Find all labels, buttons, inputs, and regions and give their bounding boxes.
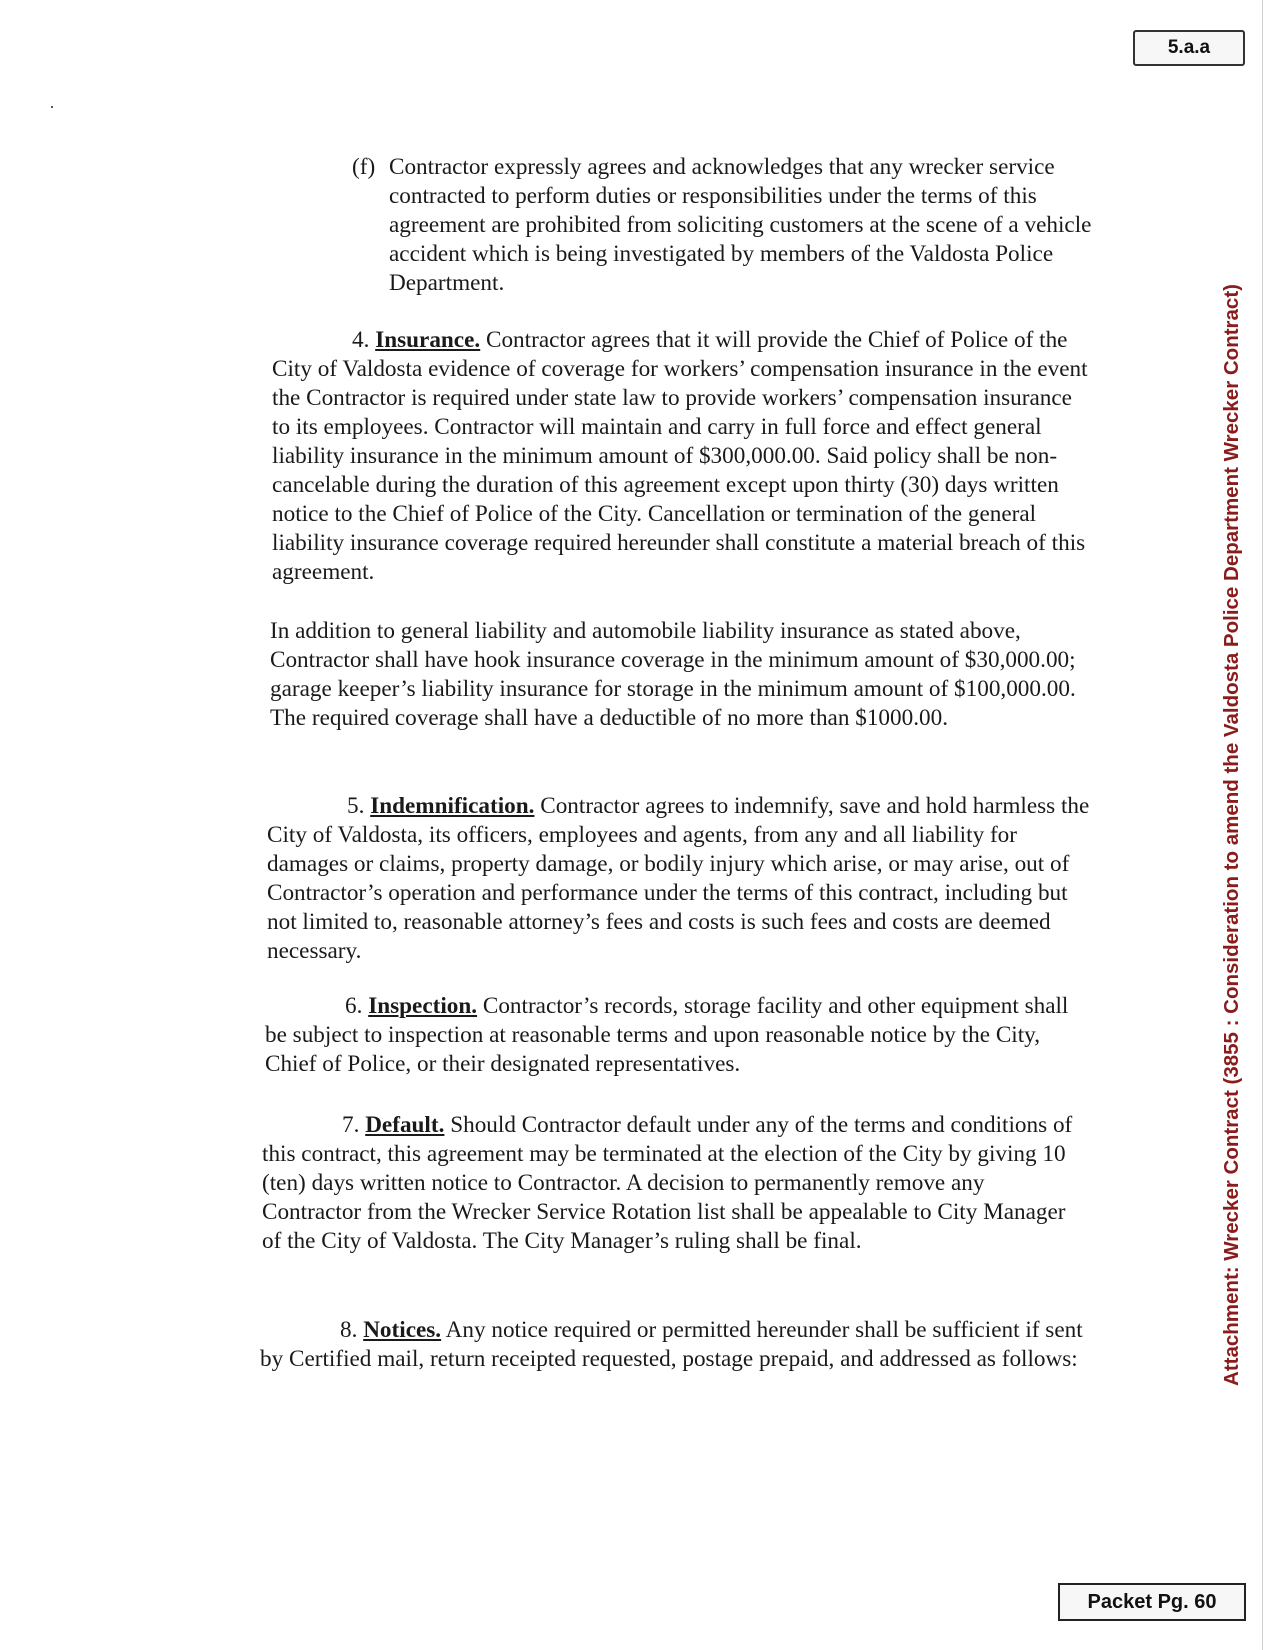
attachment-sidebar-label: Attachment: Wrecker Contract (3855 : Consideration to amend the Valdosta Police Department Wrecker Contract)	[1220, 284, 1243, 1386]
agenda-tag: 5.a.a	[1167, 37, 1211, 58]
section-notices	[260, 1316, 1085, 1374]
section-notices-number: 8.	[340, 1317, 358, 1343]
section-inspection-heading: Inspection.	[368, 993, 478, 1019]
paragraph-f-label: (f)	[352, 154, 376, 180]
section-insurance-additional-text: In addition to general liability and automobile liability insurance as stated above, Contractor shall have hook insurance coverage in the minimum amount of $30,000.00; garage keeper’s liability insurance for storage in the minimum amount of $100,000.00. The required coverage shall have a deductible of no more than $1000.00.	[270, 618, 1076, 731]
paragraph-f-text: Contractor expressly agrees and acknowledges that any wrecker service contracted to perform duties or responsibilities under the terms of this agreement are prohibited from soliciting customers at the scene of a vehicle accident which is being investigated by members of the Valdosta Police Department.	[389, 154, 1092, 296]
section-indemnification-text: Contractor agrees to indemnify, save and hold harmless the City of Valdosta, its officers, employees and agents, from any and all liability for damages or claims, property damage, or bodily injury which arise, or may arise, out of Contractor’s operation and performance under the terms of this contract, including but not limited to, reasonable attorney’s fees and costs is such fees and costs are deemed necessary.	[267, 793, 1090, 964]
scan-speck	[51, 106, 53, 108]
section-insurance	[272, 326, 1092, 587]
section-indemnification-heading: Indemnification.	[370, 793, 535, 819]
section-insurance-heading: Insurance.	[375, 327, 481, 353]
section-indemnification	[267, 792, 1092, 966]
section-insurance-additional	[270, 617, 1090, 733]
section-insurance-text: Contractor agrees that it will provide the Chief of Police of the City of Valdosta evidence of coverage for workers’ compensation insurance in the event the Contractor is required under state law to provide workers’ compensation insurance to its employees. Contractor will maintain and carry in full force and effect general liability insurance in the minimum amount of $300,000.00. Said policy shall be non-cancelable during the duration of this agreement except upon thirty (30) days written notice to the Chief of Police of the City. Cancellation or termination of the general liability insurance coverage required hereunder shall constitute a material breach of this agreement.	[272, 327, 1088, 585]
section-inspection-number: 6.	[345, 993, 363, 1019]
packet-page-label: Packet Pg. 60	[1087, 1590, 1217, 1613]
agenda-tag-box	[1133, 30, 1245, 66]
section-notices-heading: Notices.	[363, 1317, 442, 1343]
section-default-number: 7.	[342, 1112, 360, 1138]
section-notices-text: Any notice required or permitted hereunder shall be sufficient if sent by Certified mail, return receipted requested, postage prepaid, and addressed as follows:	[260, 1317, 1083, 1372]
page-edge-rule	[1262, 0, 1263, 1650]
section-default-text: Should Contractor default under any of the terms and conditions of this contract, this agreement may be terminated at the election of the City by giving 10 (ten) days written notice to Contractor. A decision to permanently remove any Contractor from the Wrecker Service Rotation list shall be appealable to City Manager of the City of Valdosta. The City Manager’s ruling shall be final.	[262, 1112, 1073, 1254]
section-default-heading: Default.	[365, 1112, 445, 1138]
section-inspection-text: Contractor’s records, storage facility and other equipment shall be subject to inspection at reasonable terms and upon reasonable notice by the City, Chief of Police, or their designated representatives.	[265, 993, 1069, 1077]
section-default	[262, 1111, 1087, 1256]
section-insurance-number: 4.	[352, 327, 370, 353]
packet-page-box	[1058, 1583, 1246, 1621]
paragraph-f	[352, 153, 1092, 298]
section-indemnification-number: 5.	[347, 793, 365, 819]
section-inspection	[265, 992, 1090, 1079]
